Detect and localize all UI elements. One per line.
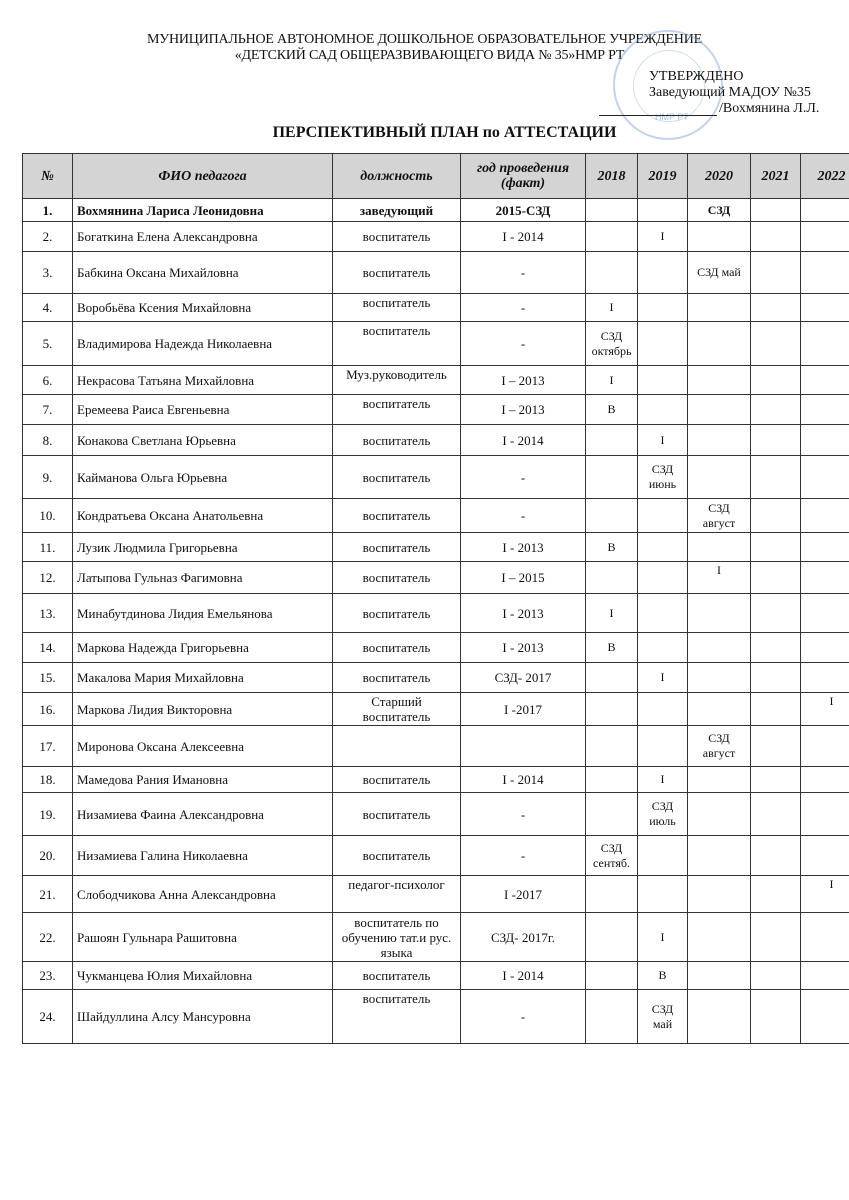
teacher-position: воспитатель [333, 395, 461, 425]
approval-block [649, 69, 819, 117]
plan-cell-2020 [688, 767, 751, 793]
plan-cell-2019 [638, 633, 688, 663]
plan-cell-2022 [801, 767, 849, 793]
plan-cell-2018 [586, 499, 638, 533]
plan-cell-2021 [751, 663, 801, 693]
teacher-name: Мамедова Рания Имановна [73, 767, 333, 793]
plan-cell-2022 [801, 913, 849, 962]
teacher-position: воспитатель [333, 663, 461, 693]
plan-cell-2022 [801, 793, 849, 836]
plan-cell-2019 [638, 395, 688, 425]
teacher-name: Некрасова Татьяна Михайловна [73, 366, 333, 395]
plan-cell-2021 [751, 456, 801, 499]
plan-cell-2021 [751, 876, 801, 913]
attestation-fact-year: I - 2014 [461, 962, 586, 990]
row-number: 5. [23, 322, 73, 366]
attestation-fact-year: СЗД- 2017 [461, 663, 586, 693]
attestation-plan-table [22, 153, 849, 1044]
table-row [23, 395, 849, 425]
plan-cell-2019: СЗД май [638, 990, 688, 1044]
plan-cell-2020: СЗД май [688, 252, 751, 294]
plan-cell-2018: СЗД октябрь [586, 322, 638, 366]
plan-cell-2021 [751, 793, 801, 836]
plan-cell-2019 [638, 726, 688, 767]
attestation-fact-year: I – 2015 [461, 562, 586, 594]
plan-cell-2019 [638, 562, 688, 594]
plan-cell-2020 [688, 366, 751, 395]
attestation-fact-year: - [461, 990, 586, 1044]
teacher-name: Лузик Людмила Григорьевна [73, 533, 333, 562]
plan-cell-2022 [801, 594, 849, 633]
teacher-name: Низамиева Фаина Александровна [73, 793, 333, 836]
approver-position: Заведующий МАДОУ №35 [649, 85, 811, 100]
plan-cell-2022 [801, 562, 849, 594]
teacher-position: Старший воспитатель [333, 693, 461, 726]
row-number: 23. [23, 962, 73, 990]
attestation-fact-year: I - 2014 [461, 425, 586, 456]
plan-cell-2020: СЗД август [688, 499, 751, 533]
teacher-name: Бабкина Оксана Михайловна [73, 252, 333, 294]
table-row [23, 663, 849, 693]
row-number: 21. [23, 876, 73, 913]
plan-cell-2018 [586, 562, 638, 594]
plan-cell-2022 [801, 222, 849, 252]
table-row [23, 456, 849, 499]
plan-cell-2021 [751, 962, 801, 990]
col-header-position: должность [333, 154, 461, 199]
table-row [23, 594, 849, 633]
plan-cell-2021 [751, 913, 801, 962]
plan-cell-2021 [751, 693, 801, 726]
row-number: 2. [23, 222, 73, 252]
row-number: 13. [23, 594, 73, 633]
row-number: 17. [23, 726, 73, 767]
table-row [23, 322, 849, 366]
teacher-name: Шайдуллина Алсу Мансуровна [73, 990, 333, 1044]
plan-cell-2018 [586, 876, 638, 913]
plan-cell-2018 [586, 693, 638, 726]
plan-cell-2018 [586, 456, 638, 499]
plan-cell-2020 [688, 913, 751, 962]
teacher-position: воспитатель [333, 836, 461, 876]
plan-cell-2018 [586, 425, 638, 456]
teacher-position: воспитатель [333, 294, 461, 322]
row-number: 16. [23, 693, 73, 726]
teacher-position: Муз.руководитель [333, 366, 461, 395]
table-row [23, 633, 849, 663]
row-number: 1. [23, 199, 73, 222]
plan-cell-2020: СЗД [688, 199, 751, 222]
plan-cell-2020 [688, 876, 751, 913]
plan-cell-2021 [751, 499, 801, 533]
plan-cell-2019: I [638, 663, 688, 693]
plan-cell-2019: СЗД июль [638, 793, 688, 836]
teacher-position: воспитатель [333, 990, 461, 1044]
table-row [23, 793, 849, 836]
plan-cell-2019 [638, 836, 688, 876]
attestation-fact-year: I - 2013 [461, 633, 586, 663]
attestation-fact-year: - [461, 322, 586, 366]
plan-cell-2022 [801, 499, 849, 533]
teacher-name: Маркова Лидия Викторовна [73, 693, 333, 726]
teacher-name: Владимирова Надежда Николаевна [73, 322, 333, 366]
teacher-name: Макалова Мария Михайловна [73, 663, 333, 693]
attestation-fact-year: - [461, 836, 586, 876]
teacher-name: Кондратьева Оксана Анатольевна [73, 499, 333, 533]
teacher-name: Низамиева Галина Николаевна [73, 836, 333, 876]
teacher-name: Конакова Светлана Юрьевна [73, 425, 333, 456]
plan-cell-2021 [751, 633, 801, 663]
row-number: 4. [23, 294, 73, 322]
plan-cell-2020 [688, 836, 751, 876]
plan-cell-2022 [801, 990, 849, 1044]
attestation-fact-year: I - 2014 [461, 767, 586, 793]
plan-cell-2020 [688, 594, 751, 633]
plan-cell-2018: В [586, 633, 638, 663]
plan-cell-2018: В [586, 395, 638, 425]
teacher-name: Латыпова Гульназ Фагимовна [73, 562, 333, 594]
teacher-name: Богаткина Елена Александровна [73, 222, 333, 252]
plan-cell-2022 [801, 366, 849, 395]
teacher-position: воспитатель [333, 562, 461, 594]
teacher-name: Кайманова Ольга Юрьевна [73, 456, 333, 499]
plan-cell-2020 [688, 663, 751, 693]
plan-cell-2018 [586, 962, 638, 990]
plan-cell-2021 [751, 533, 801, 562]
plan-cell-2018 [586, 222, 638, 252]
plan-cell-2021 [751, 726, 801, 767]
row-number: 9. [23, 456, 73, 499]
plan-cell-2020 [688, 294, 751, 322]
plan-cell-2018 [586, 913, 638, 962]
teacher-name: Чукманцева Юлия Михайловна [73, 962, 333, 990]
plan-cell-2019 [638, 322, 688, 366]
row-number: 7. [23, 395, 73, 425]
col-header-2022: 2022 [801, 154, 849, 199]
plan-cell-2019: В [638, 962, 688, 990]
row-number: 24. [23, 990, 73, 1044]
teacher-name: Минабутдинова Лидия Емельянова [73, 594, 333, 633]
table-row [23, 990, 849, 1044]
approved-label: УТВЕРЖДЕНО [649, 69, 744, 84]
attestation-fact-year: 2015-СЗД [461, 199, 586, 222]
attestation-fact-year: - [461, 294, 586, 322]
teacher-position: воспитатель [333, 425, 461, 456]
plan-cell-2021 [751, 222, 801, 252]
plan-cell-2022 [801, 252, 849, 294]
table-row [23, 199, 849, 222]
attestation-fact-year: - [461, 456, 586, 499]
stamp-label: НМР РТ [655, 112, 689, 122]
plan-cell-2020: СЗД август [688, 726, 751, 767]
attestation-fact-year: I -2017 [461, 876, 586, 913]
table-row [23, 533, 849, 562]
plan-cell-2021 [751, 366, 801, 395]
table-row [23, 499, 849, 533]
attestation-fact-year: I - 2013 [461, 533, 586, 562]
table-body [23, 199, 849, 1044]
org-name-line2: «ДЕТСКИЙ САД ОБЩЕРАЗВИВАЮЩЕГО ВИДА № 35»НМР РТ [234, 48, 625, 63]
table-row [23, 836, 849, 876]
teacher-position: воспитатель [333, 767, 461, 793]
table-row [23, 876, 849, 913]
plan-cell-2022: I [801, 876, 849, 913]
row-number: 18. [23, 767, 73, 793]
plan-cell-2018 [586, 252, 638, 294]
table-row [23, 767, 849, 793]
row-number: 22. [23, 913, 73, 962]
plan-cell-2018 [586, 793, 638, 836]
plan-cell-2021 [751, 767, 801, 793]
plan-cell-2022 [801, 726, 849, 767]
table-row [23, 366, 849, 395]
plan-cell-2022 [801, 633, 849, 663]
plan-cell-2018: I [586, 594, 638, 633]
table-row [23, 693, 849, 726]
document-title: ПЕРСПЕКТИВНЫЙ ПЛАН по АТТЕСТАЦИИ [272, 124, 617, 141]
teacher-name: Рашоян Гульнара Рашитовна [73, 913, 333, 962]
teacher-name: Маркова Надежда Григорьевна [73, 633, 333, 663]
teacher-position: воспитатель по обучению тат.и рус. языка [333, 913, 461, 962]
table-row [23, 252, 849, 294]
attestation-fact-year: I – 2013 [461, 395, 586, 425]
col-header-fact: год проведения (факт) [461, 154, 586, 199]
plan-cell-2021 [751, 199, 801, 222]
row-number: 19. [23, 793, 73, 836]
row-number: 15. [23, 663, 73, 693]
teacher-name: Слободчикова Анна Александровна [73, 876, 333, 913]
attestation-fact-year: - [461, 499, 586, 533]
col-header-name: ФИО педагога [73, 154, 333, 199]
plan-cell-2019 [638, 199, 688, 222]
plan-cell-2019: I [638, 425, 688, 456]
plan-cell-2022 [801, 533, 849, 562]
plan-cell-2021 [751, 294, 801, 322]
plan-cell-2021 [751, 990, 801, 1044]
teacher-position: педагог-психолог [333, 876, 461, 913]
teacher-position: воспитатель [333, 962, 461, 990]
plan-cell-2019 [638, 876, 688, 913]
col-header-num: № [23, 154, 73, 199]
row-number: 20. [23, 836, 73, 876]
plan-cell-2020 [688, 222, 751, 252]
approver-name: /Вохмянина Л.Л. [719, 101, 820, 116]
teacher-position: воспитатель [333, 456, 461, 499]
plan-cell-2022 [801, 199, 849, 222]
teacher-position: воспитатель [333, 252, 461, 294]
plan-cell-2020 [688, 693, 751, 726]
teacher-position: воспитатель [333, 633, 461, 663]
plan-cell-2021 [751, 322, 801, 366]
plan-cell-2022 [801, 322, 849, 366]
col-header-2018: 2018 [586, 154, 638, 199]
attestation-fact-year: I - 2013 [461, 594, 586, 633]
attestation-fact-year: I - 2014 [461, 222, 586, 252]
plan-cell-2018 [586, 726, 638, 767]
plan-cell-2022 [801, 456, 849, 499]
plan-cell-2018: СЗД сентяб. [586, 836, 638, 876]
plan-cell-2022 [801, 663, 849, 693]
plan-cell-2022 [801, 294, 849, 322]
row-number: 14. [23, 633, 73, 663]
plan-cell-2019 [638, 366, 688, 395]
teacher-position [333, 726, 461, 767]
table-row [23, 562, 849, 594]
plan-cell-2020 [688, 533, 751, 562]
plan-cell-2018 [586, 199, 638, 222]
plan-cell-2022 [801, 962, 849, 990]
teacher-position: воспитатель [333, 594, 461, 633]
plan-cell-2019 [638, 693, 688, 726]
row-number: 11. [23, 533, 73, 562]
plan-cell-2020 [688, 425, 751, 456]
teacher-position: воспитатель [333, 322, 461, 366]
plan-cell-2019 [638, 594, 688, 633]
teacher-name: Воробьёва Ксения Михайловна [73, 294, 333, 322]
table-row [23, 726, 849, 767]
plan-cell-2018: В [586, 533, 638, 562]
plan-cell-2020 [688, 962, 751, 990]
attestation-fact-year [461, 726, 586, 767]
plan-cell-2021 [751, 395, 801, 425]
plan-cell-2019: СЗД июнь [638, 456, 688, 499]
table-row [23, 913, 849, 962]
col-header-2021: 2021 [751, 154, 801, 199]
plan-cell-2022 [801, 836, 849, 876]
teacher-name: Вохмянина Лариса Леонидовна [73, 199, 333, 222]
plan-cell-2021 [751, 252, 801, 294]
row-number: 10. [23, 499, 73, 533]
attestation-fact-year: СЗД- 2017г. [461, 913, 586, 962]
table-row [23, 425, 849, 456]
plan-cell-2020 [688, 322, 751, 366]
plan-cell-2020 [688, 633, 751, 663]
plan-cell-2018: I [586, 294, 638, 322]
col-header-2020: 2020 [688, 154, 751, 199]
plan-cell-2021 [751, 836, 801, 876]
organization-header [0, 32, 849, 64]
plan-cell-2018 [586, 990, 638, 1044]
plan-cell-2018: I [586, 366, 638, 395]
table-row [23, 962, 849, 990]
plan-cell-2019: I [638, 913, 688, 962]
row-number: 3. [23, 252, 73, 294]
teacher-position: воспитатель [333, 793, 461, 836]
col-header-2019: 2019 [638, 154, 688, 199]
plan-cell-2019 [638, 533, 688, 562]
row-number: 12. [23, 562, 73, 594]
plan-cell-2020 [688, 990, 751, 1044]
signature-line [599, 101, 717, 116]
table-row [23, 222, 849, 252]
teacher-name: Еремеева Раиса Евгеньевна [73, 395, 333, 425]
plan-cell-2019 [638, 294, 688, 322]
plan-cell-2021 [751, 594, 801, 633]
teacher-position: заведующий [333, 199, 461, 222]
plan-cell-2019: I [638, 222, 688, 252]
plan-cell-2021 [751, 425, 801, 456]
row-number: 6. [23, 366, 73, 395]
teacher-name: Миронова Оксана Алексеевна [73, 726, 333, 767]
teacher-position: воспитатель [333, 533, 461, 562]
plan-cell-2022 [801, 425, 849, 456]
plan-cell-2020 [688, 395, 751, 425]
table-header-row [23, 154, 849, 199]
plan-cell-2020 [688, 456, 751, 499]
plan-cell-2018 [586, 767, 638, 793]
plan-cell-2020: I [688, 562, 751, 594]
plan-cell-2021 [751, 562, 801, 594]
attestation-fact-year: - [461, 252, 586, 294]
plan-cell-2019 [638, 499, 688, 533]
row-number: 8. [23, 425, 73, 456]
attestation-fact-year: - [461, 793, 586, 836]
plan-cell-2020 [688, 793, 751, 836]
plan-cell-2022: I [801, 693, 849, 726]
plan-cell-2018 [586, 663, 638, 693]
teacher-position: воспитатель [333, 499, 461, 533]
teacher-position: воспитатель [333, 222, 461, 252]
attestation-fact-year: I – 2013 [461, 366, 586, 395]
plan-cell-2019: I [638, 767, 688, 793]
plan-cell-2019 [638, 252, 688, 294]
table-row [23, 294, 849, 322]
approver-signature [649, 101, 819, 117]
org-name-line1: МУНИЦИПАЛЬНОЕ АВТОНОМНОЕ ДОШКОЛЬНОЕ ОБРАЗОВАТЕЛЬНОЕ УЧРЕЖДЕНИЕ [147, 32, 702, 47]
plan-cell-2022 [801, 395, 849, 425]
attestation-fact-year: I -2017 [461, 693, 586, 726]
